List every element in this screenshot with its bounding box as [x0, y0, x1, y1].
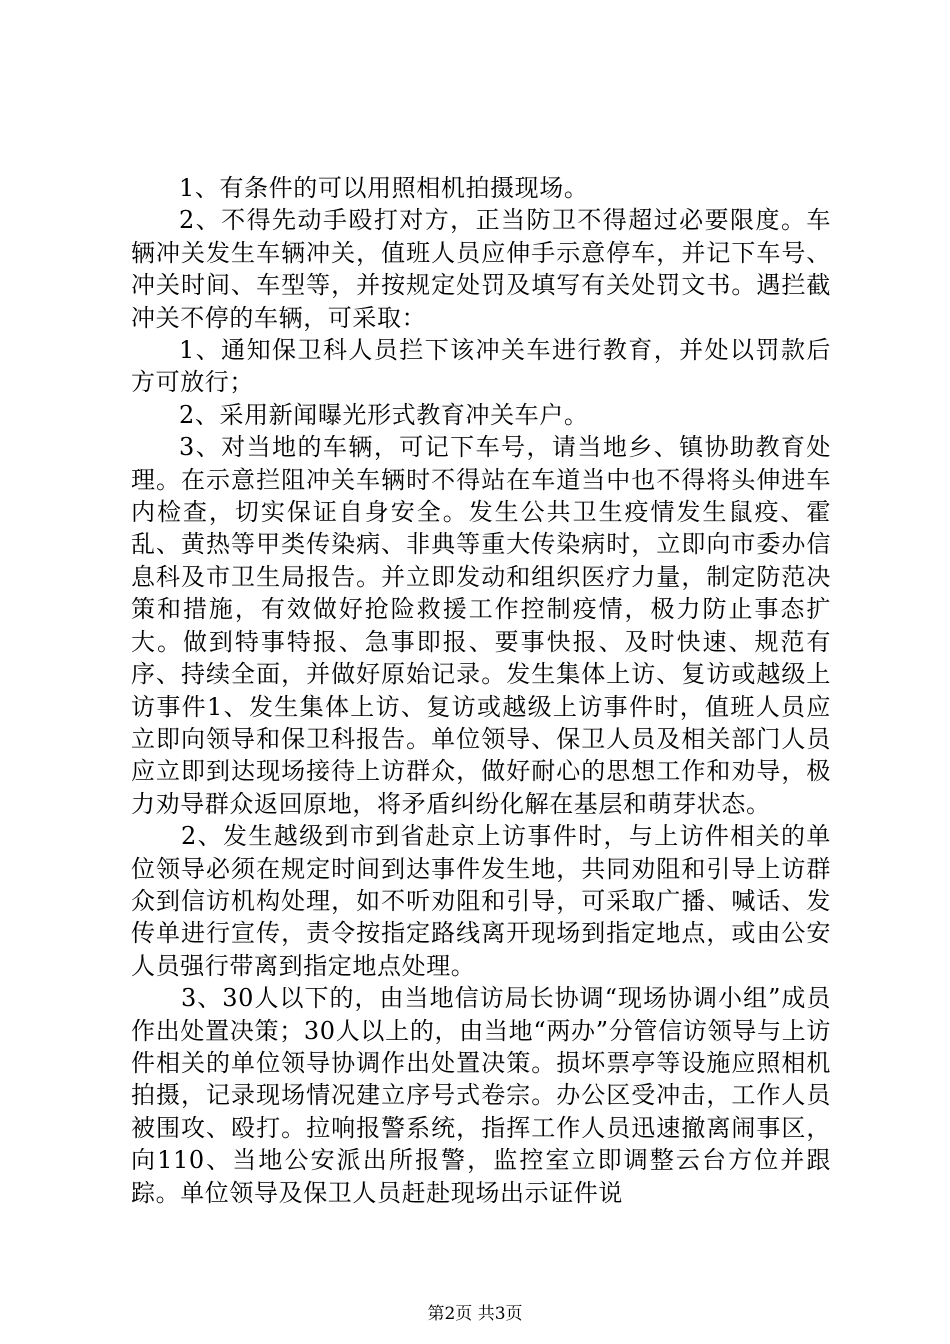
paragraph: 1、通知保卫科人员拦下该冲关车进行教育，并处以罚款后方可放行； — [131, 336, 831, 397]
paragraph: 2、采用新闻曝光形式教育冲关车户。 — [179, 400, 589, 429]
paragraph: 2、发生越级到市到省赴京上访事件时，与上访件相关的单位领导必须在规定时间到达事件发生地，共同劝阻和引导上访群众到信访机构处理，如不听劝阻和引导，可采取广播、喊话、发传单进行宣传，责令按指定路线离开现场到指定地点，或由公安人员强行带离到指定地点处理。 — [131, 822, 831, 980]
document-body — [131, 172, 831, 1209]
paragraph: 2、不得先动手殴打对方，正当防卫不得超过必要限度。车辆冲关发生车辆冲关，值班人员应伸手示意停车，并记下车号、冲关时间、车型等，并按规定处罚及填写有关处罚文书。遇拦截冲关不停的车辆，可采取： — [131, 206, 831, 332]
page-footer: 第2页 共3页 — [427, 1304, 523, 1324]
paragraph: 3、对当地的车辆，可记下车号，请当地乡、镇协助教育处理。在示意拦阻冲关车辆时不得站在车道当中也不得将头伸进车内检查，切实保证自身安全。发生公共卫生疫情发生鼠疫、霍乱、黄热等甲类传染病、非典等重大传染病时，立即向市委办信息科及市卫生局报告。并立即发动和组织医疗力量，制定防范决策和措施，有效做好抢险救援工作控制疫情，极力防止事态扩大。做到特事特报、急事即报、要事快报、及时快速、规范有序、持续全面，并做好原始记录。发生集体上访、复访或越级上访事件1、发生集体上访、复访或越级上访事件时，值班人员应立即向领导和保卫科报告。单位领导、保卫人员及相关部门人员应立即到达现场接待上访群众，做好耐心的思想工作和劝导，极力劝导群众返回原地，将矛盾纠纷化解在基层和萌芽状态。 — [131, 433, 831, 818]
paragraph: 1、有条件的可以用照相机拍摄现场。 — [179, 174, 589, 202]
paragraph: 3、30人以下的，由当地信访局长协调“现场协调小组”成员作出处置决策；30人以上的，由当地“两办”分管信访领导与上访件相关的单位领导协调作出处置决策。损坏票亭等设施应照相机拍摄，记录现场情况建立序号式卷宗。办公区受冲击，工作人员被围攻、殴打。拉响报警系统，指挥工作人员迅速撤离闹事区，向110、当地公安派出所报警，监控室立即调整云台方位并跟踪。单位领导及保卫人员赶赴现场出示证件说 — [131, 984, 831, 1207]
